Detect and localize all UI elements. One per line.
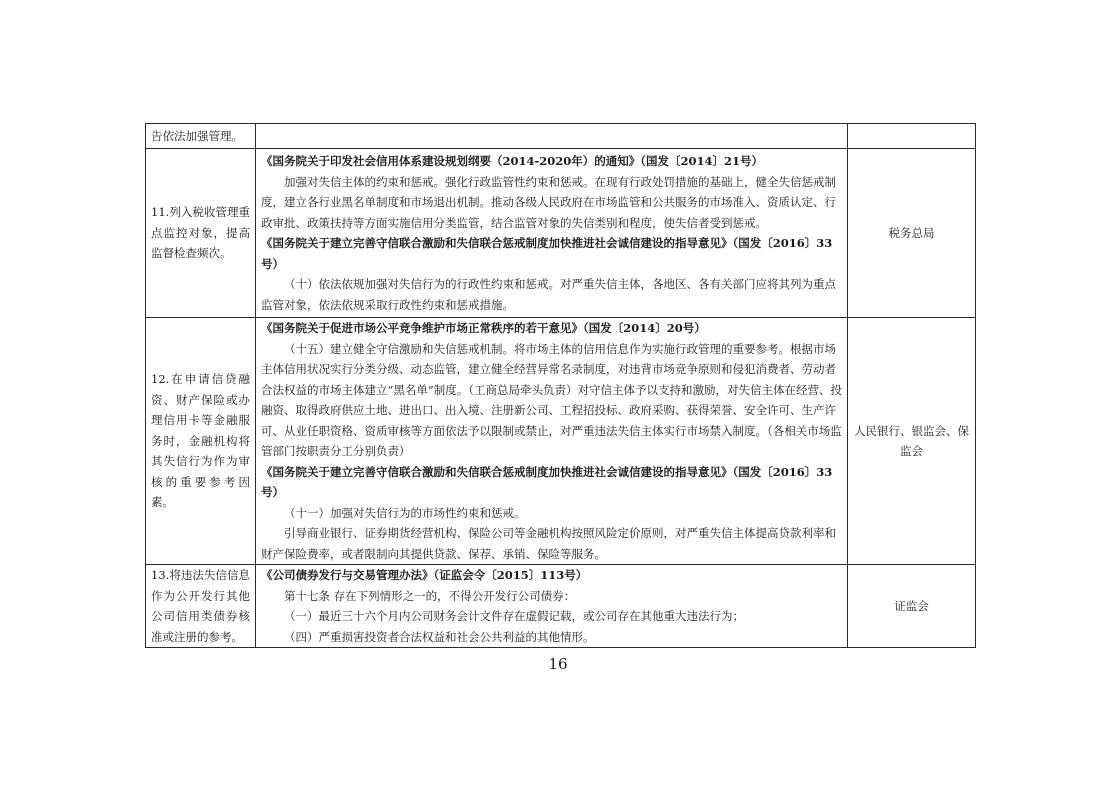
policy-document-title: 《国务院关于建立完善守信联合激励和失信联合惩戒制度加快推进社会诚信建设的指导意见》（国发〔2016〕33号）	[261, 464, 833, 499]
measure-cell: 11.列入税收管理重点监控对象，提高监督检查频次。	[146, 149, 256, 318]
policy-document-title: 《国务院关于促进市场公平竞争维护市场正常秩序的若干意见》（国发〔2014〕20号）	[261, 321, 706, 335]
measure-cell: 告依法加强管理。	[146, 124, 256, 149]
table-row	[146, 565, 976, 648]
basis-cell	[256, 565, 848, 648]
policy-document-title: 《国务院关于建立完善守信联合激励和失信联合惩戒制度加快推进社会诚信建设的指导意见》（国发〔2016〕33号）	[261, 236, 833, 271]
page-number: 16	[548, 655, 568, 673]
measure-cell: 13.将违法失信信息作为公开发行其他公司信用类债券核准或注册的参考。	[146, 565, 256, 648]
policy-paragraph: 加强对失信主体的约束和惩戒。强化行政监管性约束和惩戒。在现有行政处罚措施的基础上，健全失信惩戒制度，建立各行业黑名单制度和市场退出机制。推动各级人民政府在市场监管和公共服务的市场准入、资质认定、行政审批、政策扶持等方面实施信用分类监管，结合监管对象的失信类别和程度，使失信者受到惩戒。	[261, 174, 836, 230]
table-row	[146, 124, 976, 149]
table-row	[146, 149, 976, 318]
measures-table	[145, 123, 976, 648]
policy-paragraph: （十一）加强对失信行为的市场性约束和惩戒。	[284, 505, 526, 520]
policy-paragraph: （一）最近三十六个月内公司财务会计文件存在虚假记载，或公司存在其他重大违法行为；	[284, 609, 744, 623]
table-row	[146, 318, 976, 565]
policy-document-title: 《公司债券发行与交易管理办法》（证监会令〔2015〕113号）	[261, 568, 588, 582]
policy-paragraph: （四）严重损害投资者合法权益和社会公共利益的其他情形。	[284, 629, 595, 644]
department-cell	[848, 124, 976, 149]
basis-cell	[256, 149, 848, 318]
basis-cell	[256, 318, 848, 565]
policy-paragraph: （十五）建立健全守信激励和失信惩戒机制。将市场主体的信用信息作为实施行政管理的重要参考。根据市场主体信用状况实行分类分级、动态监管，建立健全经营异常名录制度，对违背市场竞争原则和侵犯消费者、劳动者合法权益的市场主体建立“黑名单”制度。（工商总局牵头负责）对守信主体予以支持和激励，对失信主体在经营、投融资、取得政府供应土地、进出口、出入境、注册新公司、工程招投标、政府采购、获得荣誉、安全许可、生产许可、从业任职资格、资质审核等方面依法予以限制或禁止，对严重违法失信主体实行市场禁入制度。（各相关市场监管部门按职责分工分别负责）	[261, 341, 843, 458]
department-cell: 人民银行、银监会、保监会	[848, 318, 976, 565]
basis-cell	[256, 124, 848, 149]
department-cell: 证监会	[848, 565, 976, 648]
department-cell: 税务总局	[848, 149, 976, 318]
policy-paragraph: （十）依法依规加强对失信行为的行政性约束和惩戒。对严重失信主体，各地区、各有关部门应将其列为重点监管对象，依法依规采取行政性约束和惩戒措施。	[261, 277, 836, 312]
policy-paragraph: 引导商业银行、证券期货经营机构、保险公司等金融机构按照风险定价原则，对严重失信主体提高贷款利率和财产保险费率，或者限制向其提供贷款、保荐、承销、保险等服务。	[261, 526, 836, 561]
policy-document-title: 《国务院关于印发社会信用体系建设规划纲要（2014-2020年）的通知》（国发〔2014〕21号）	[261, 154, 764, 168]
measure-cell: 12.在申请信贷融资、财产保险或办理信用卡等金融服务时，金融机构将其失信行为作为审核的重要参考因素。	[146, 318, 256, 565]
policy-paragraph: 第十七条 存在下列情形之一的，不得公开发行公司债券：	[284, 588, 576, 603]
